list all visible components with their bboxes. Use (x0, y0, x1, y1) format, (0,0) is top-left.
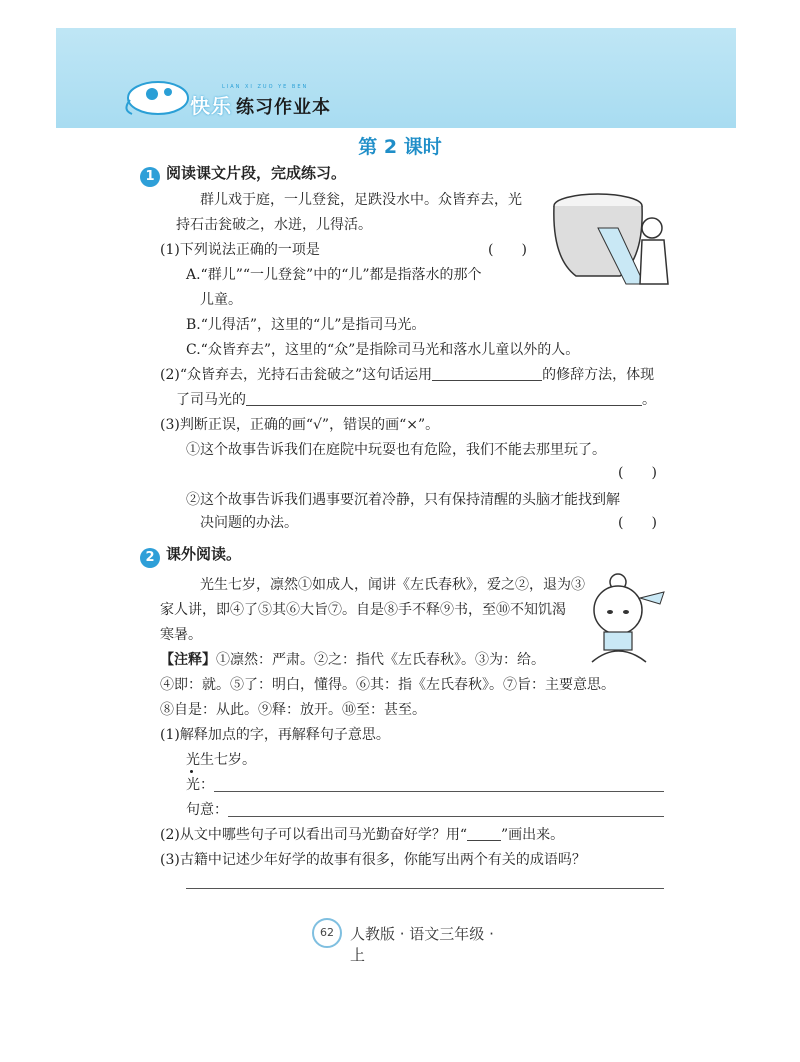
answer-line[interactable] (228, 816, 664, 817)
brand-sub: 练习作业本 (236, 97, 331, 118)
option-c: C.“众皆弃去”，这里的“众”是指除司马光和落水儿童以外的人。 (186, 342, 580, 358)
question-1-2 (160, 365, 654, 385)
section-1-number: 1 (140, 167, 160, 187)
page-number: 62 (312, 918, 342, 948)
passage-line: 寒暑。 (160, 627, 202, 643)
question-1-2-text: (2)“众皆弃去，光持石击瓮破之”这句话运用 (160, 367, 433, 383)
option-a-cont: 儿童。 (200, 292, 242, 308)
section-2-title: 课外阅读。 (166, 545, 242, 563)
question-2-2 (160, 825, 564, 845)
note-text: ⑧自是：从此。⑨释：放开。⑩至：甚至。 (160, 702, 426, 718)
answer-paren[interactable]: ( ) (488, 242, 527, 258)
passage-line: 群儿戏于庭，一儿登瓮，足跌没水中。众皆弃去，光 (200, 192, 522, 208)
page-footer (300, 915, 500, 964)
question-2-2-text-b: ”画出来。 (501, 827, 565, 843)
option-b: B.“儿得活”，这里的“儿”是指司马光。 (186, 317, 426, 333)
question-1-1: (1)下列说法正确的一项是 (160, 242, 320, 258)
brand-main: 快乐 (190, 94, 232, 118)
section-1-heading (140, 162, 346, 187)
note-text: ④即：就。⑤了：明白，懂得。⑥其：指《左氏春秋》。⑦旨：主要意思。 (160, 677, 615, 693)
sentence: 光生七岁。 (186, 752, 256, 768)
option-a: A.“群儿”“一儿登瓮”中的“儿”都是指落水的那个 (186, 267, 482, 283)
question-1-3: (3)判断正误，正确的画“√”，错误的画“×”。 (160, 417, 440, 433)
question-2-1: (1)解释加点的字，再解释句子意思。 (160, 727, 390, 743)
meaning-label: 句意： (186, 802, 228, 818)
statement-1: ①这个故事告诉我们在庭院中玩耍也有危险，我们不能去那里玩了。 (186, 442, 606, 458)
edition-label: 人教版 · 语文三年级 · 上 (350, 925, 494, 964)
question-2-3: (3)古籍中记述少年好学的故事有很多，你能写出两个有关的成语吗？ (160, 852, 586, 868)
answer-line[interactable] (186, 888, 664, 889)
notes-label: 【注释】 (160, 652, 216, 668)
lesson-title: 第 2 课时 (358, 136, 442, 158)
underline-sample (467, 840, 501, 841)
boy-reading-illustration (580, 570, 670, 666)
vat-illustration (548, 188, 676, 288)
question-1-2-text-c: 了司马光的 (176, 392, 246, 408)
answer-blank[interactable] (432, 380, 542, 381)
question-2-2-text: (2)从文中哪些句子可以看出司马光勤奋好学？用“ (160, 827, 467, 843)
question-1-2-line2 (176, 390, 656, 410)
notes-line (160, 650, 545, 670)
answer-paren[interactable]: ( ) (618, 515, 657, 531)
answer-line[interactable] (214, 791, 664, 792)
statement-2: ②这个故事告诉我们遇事要沉着冷静，只有保持清醒的头脑才能找到解 (186, 492, 620, 508)
answer-blank[interactable] (246, 405, 642, 406)
emphasis-dot (190, 770, 193, 773)
answer-paren[interactable]: ( ) (618, 465, 657, 481)
question-1-2-end: 。 (642, 392, 656, 408)
section-1-title: 阅读课文片段，完成练习。 (166, 164, 347, 182)
brand-title (190, 90, 331, 119)
section-2-heading (140, 543, 241, 568)
passage-line: 持石击瓮破之，水迸，儿得活。 (176, 217, 372, 233)
logo-icon (118, 70, 198, 120)
passage-line: 家人讲，即④了⑤其⑥大旨⑦。自是⑧手不释⑨书，至⑩不知饥渴 (160, 602, 566, 618)
section-2-number: 2 (140, 548, 160, 568)
note-text: ①凛然：严肃。②之：指代《左氏春秋》。③为：给。 (216, 652, 545, 668)
statement-2-cont: 决问题的办法。 (200, 515, 298, 531)
brand-pinyin: LIAN XI ZUO YE BEN (222, 84, 309, 90)
question-1-2-text-b: 的修辞方法，体现 (542, 367, 655, 383)
word-label: 光： (186, 777, 214, 793)
passage-line: 光生七岁，凛然①如成人，闻讲《左氏春秋》，爱之②，退为③ (200, 577, 585, 593)
